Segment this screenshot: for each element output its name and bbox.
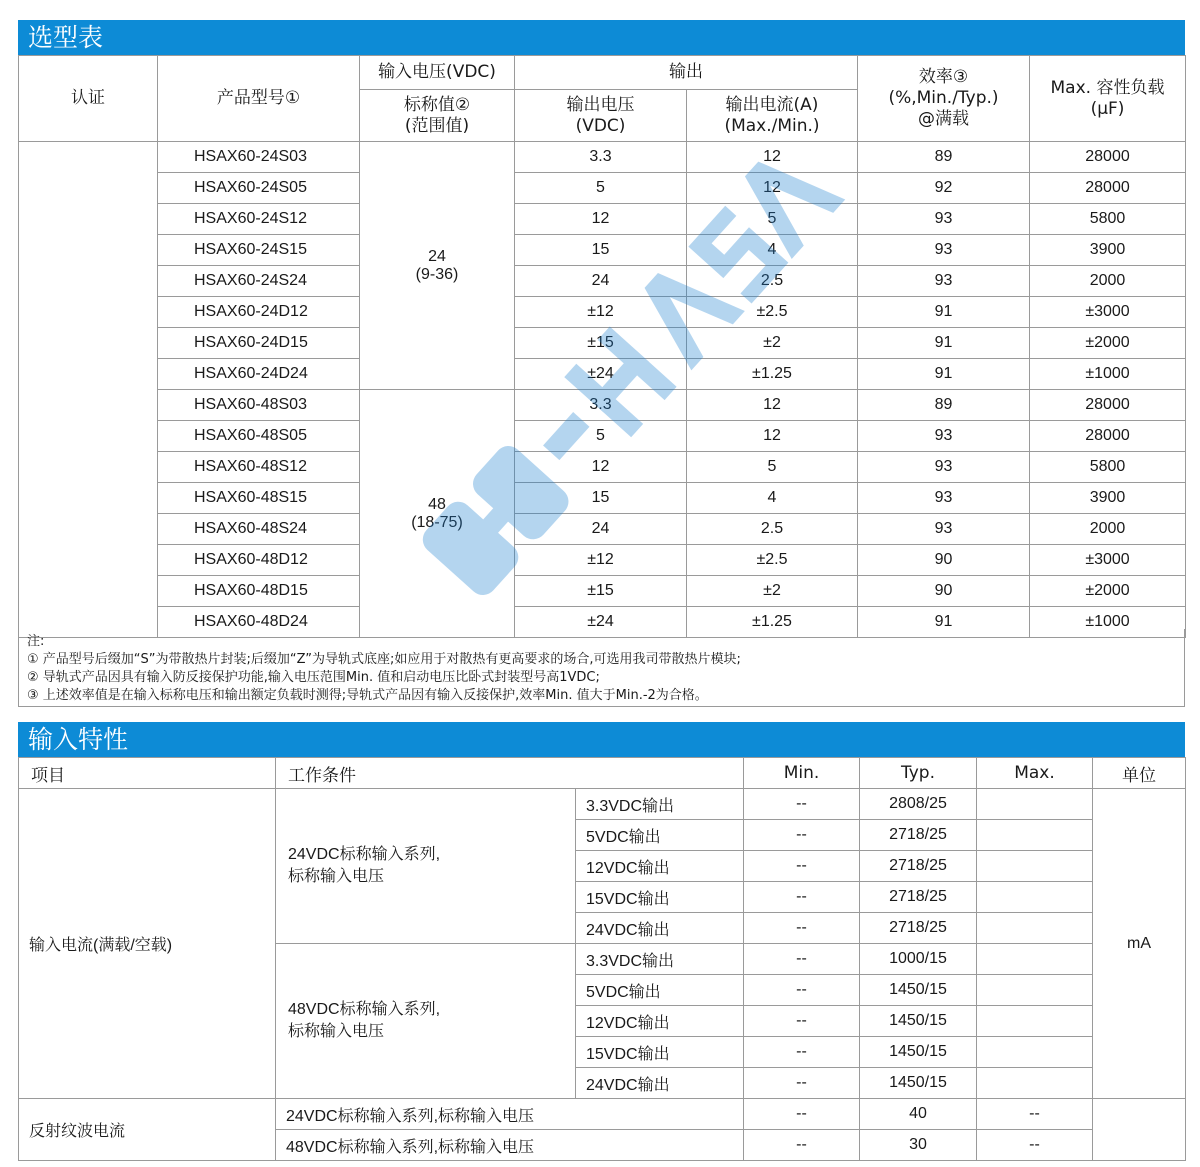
min-cell: -- <box>744 789 860 820</box>
typ-cell: 1450/15 <box>860 1037 977 1068</box>
table-row <box>19 545 1186 576</box>
note-3: ③ 上述效率值是在输入标称电压和输出额定负载时测得;导轨式产品因有输入反接保护,效率Min. 值大于Min.-2为合格。 <box>27 688 708 703</box>
notes-box <box>18 629 1185 707</box>
typ-cell: 1450/15 <box>860 975 977 1006</box>
output-cell: 12VDC输出 <box>576 1006 744 1037</box>
table-row <box>19 483 1186 514</box>
unit-cell <box>1093 1099 1186 1161</box>
header-efficiency <box>858 56 1030 142</box>
condition-group48 <box>276 944 576 1099</box>
condition-group24 <box>276 789 576 944</box>
min-cell: -- <box>744 913 860 944</box>
condition-text: 48VDC标称输入系列, 标称输入电压 <box>288 1001 441 1040</box>
eff-cell: 90 <box>858 545 1030 576</box>
model-cell: HSAX60-24S05 <box>158 173 360 204</box>
header-unit: 单位 <box>1093 758 1186 789</box>
max-cell <box>977 1068 1093 1099</box>
typ-cell: 2808/25 <box>860 789 977 820</box>
cert-cell <box>19 142 158 638</box>
iout-cell: 5 <box>687 452 858 483</box>
iout-cell: 4 <box>687 235 858 266</box>
iout-cell: 12 <box>687 142 858 173</box>
header-out-current <box>687 90 858 142</box>
model-cell: HSAX60-48S03 <box>158 390 360 421</box>
eff-title: 效率③ <box>918 67 969 87</box>
max-cell: -- <box>977 1130 1093 1161</box>
table-row <box>19 514 1186 545</box>
model-cell: HSAX60-48S12 <box>158 452 360 483</box>
eff-cell: 93 <box>858 514 1030 545</box>
max-cell <box>977 820 1093 851</box>
iout-cell: ±2.5 <box>687 297 858 328</box>
iout-cell: ±2 <box>687 576 858 607</box>
typ-cell: 40 <box>860 1099 977 1130</box>
ripple-cond: 24VDC标称输入系列,标称输入电压 <box>276 1099 744 1130</box>
output-cell: 5VDC输出 <box>576 820 744 851</box>
model-cell: HSAX60-24S15 <box>158 235 360 266</box>
range-label: (范围值) <box>404 115 470 136</box>
typ-cell: 30 <box>860 1130 977 1161</box>
table-row <box>19 266 1186 297</box>
output-cell: 3.3VDC输出 <box>576 944 744 975</box>
min-cell: -- <box>744 1068 860 1099</box>
model-cell: HSAX60-48D24 <box>158 607 360 638</box>
out-current-unit: (Max./Min.) <box>724 115 820 136</box>
note-2: ② 导轨式产品因具有输入防反接保护功能,输入电压范围Min. 值和启动电压比卧式封装型号高1VDC; <box>27 670 600 685</box>
model-cell: HSAX60-48S05 <box>158 421 360 452</box>
model-cell: HSAX60-48D12 <box>158 545 360 576</box>
range-24: (9-36) <box>415 265 459 283</box>
max-cell <box>977 882 1093 913</box>
input-body <box>19 789 1186 1161</box>
table-row <box>19 204 1186 235</box>
model-cell: HSAX60-24S12 <box>158 204 360 235</box>
max-cell <box>977 913 1093 944</box>
typ-cell: 1450/15 <box>860 1068 977 1099</box>
ripple-label: 反射纹波电流 <box>19 1099 276 1161</box>
output-cell: 15VDC输出 <box>576 882 744 913</box>
model-cell: HSAX60-24S03 <box>158 142 360 173</box>
model-cell: HSAX60-24D24 <box>158 359 360 390</box>
vout-cell: ±24 <box>515 359 687 390</box>
eff-cell: 91 <box>858 359 1030 390</box>
min-cell: -- <box>744 882 860 913</box>
max-cell <box>977 944 1093 975</box>
output-cell: 15VDC输出 <box>576 1037 744 1068</box>
eff-cell: 92 <box>858 173 1030 204</box>
min-cell: -- <box>744 1037 860 1068</box>
cap-cell: 2000 <box>1030 514 1186 545</box>
model-cell: HSAX60-24S24 <box>158 266 360 297</box>
header-nominal <box>360 90 515 142</box>
eff-cell: 91 <box>858 607 1030 638</box>
section-title-input: 输入特性 <box>18 722 1185 757</box>
cap-cell: ±2000 <box>1030 328 1186 359</box>
max-cell <box>977 1037 1093 1068</box>
input-table <box>18 757 1186 1161</box>
vout-cell: ±15 <box>515 328 687 359</box>
note-1: ① 产品型号后缀加“S”为带散热片封装;后缀加“Z”为导轨式底座;如应用于对散热有更高要求的场合,可选用我司带散热片模块; <box>27 652 741 667</box>
iout-cell: 2.5 <box>687 514 858 545</box>
model-cell: HSAX60-48S24 <box>158 514 360 545</box>
cap-cell: ±3000 <box>1030 297 1186 328</box>
iout-cell: 4 <box>687 483 858 514</box>
vout-cell: 12 <box>515 452 687 483</box>
header-item: 项目 <box>19 758 276 789</box>
range-48: (18-75) <box>411 513 463 531</box>
input-current-label: 输入电流(满载/空载) <box>19 789 276 1099</box>
vout-cell: 15 <box>515 483 687 514</box>
header-condition: 工作条件 <box>276 758 744 789</box>
cap-cell: 5800 <box>1030 204 1186 235</box>
section-title-selection: 选型表 <box>18 20 1185 55</box>
vout-cell: 3.3 <box>515 390 687 421</box>
eff-cell: 91 <box>858 297 1030 328</box>
cap-title: Max. 容性负载 <box>1050 77 1165 98</box>
out-current-label: 输出电流(A) <box>725 94 819 115</box>
min-cell: -- <box>744 1006 860 1037</box>
eff-cell: 93 <box>858 452 1030 483</box>
typ-cell: 2718/25 <box>860 820 977 851</box>
eff-unit: (%,Min./Typ.) <box>888 88 999 108</box>
table-row <box>19 328 1186 359</box>
min-cell: -- <box>744 1130 860 1161</box>
vout-cell: 24 <box>515 514 687 545</box>
iout-cell: ±1.25 <box>687 359 858 390</box>
cap-cell: 5800 <box>1030 452 1186 483</box>
cap-cell: 3900 <box>1030 235 1186 266</box>
model-cell: HSAX60-48S15 <box>158 483 360 514</box>
header-input-voltage: 输入电压(VDC) <box>360 56 515 90</box>
vout-cell: ±12 <box>515 297 687 328</box>
table-row <box>19 390 1186 421</box>
eff-cell: 93 <box>858 266 1030 297</box>
header-model: 产品型号① <box>158 56 360 142</box>
unit-cell: mA <box>1093 789 1186 1099</box>
header-min: Min. <box>744 758 860 789</box>
output-cell: 24VDC输出 <box>576 1068 744 1099</box>
input-nominal-48 <box>360 390 515 638</box>
eff-cell: 89 <box>858 142 1030 173</box>
iout-cell: 5 <box>687 204 858 235</box>
cap-cell: ±2000 <box>1030 576 1186 607</box>
table-row <box>19 173 1186 204</box>
out-voltage-label: 输出电压 <box>566 94 635 115</box>
model-cell: HSAX60-24D12 <box>158 297 360 328</box>
max-cell <box>977 851 1093 882</box>
nominal-label: 标称值② <box>403 94 471 115</box>
typ-cell: 2718/25 <box>860 913 977 944</box>
ripple-cond: 48VDC标称输入系列,标称输入电压 <box>276 1130 744 1161</box>
eff-cell: 93 <box>858 421 1030 452</box>
typ-cell: 1000/15 <box>860 944 977 975</box>
min-cell: -- <box>744 944 860 975</box>
vout-cell: 3.3 <box>515 142 687 173</box>
cap-cell: 28000 <box>1030 142 1186 173</box>
min-cell: -- <box>744 1099 860 1130</box>
out-voltage-unit: (VDC) <box>575 115 626 136</box>
nominal-24: 24 <box>428 247 446 265</box>
vout-cell: 15 <box>515 235 687 266</box>
cap-cell: ±1000 <box>1030 607 1186 638</box>
nominal-48: 48 <box>428 495 446 513</box>
eff-cell: 93 <box>858 483 1030 514</box>
cap-cell: 28000 <box>1030 421 1186 452</box>
condition-text: 24VDC标称输入系列, 标称输入电压 <box>288 846 441 885</box>
typ-cell: 2718/25 <box>860 882 977 913</box>
table-row <box>19 235 1186 266</box>
iout-cell: ±2 <box>687 328 858 359</box>
vout-cell: 12 <box>515 204 687 235</box>
table-row <box>19 789 1186 820</box>
eff-cell: 90 <box>858 576 1030 607</box>
output-cell: 5VDC输出 <box>576 975 744 1006</box>
cap-cell: 28000 <box>1030 390 1186 421</box>
header-typ: Typ. <box>860 758 977 789</box>
typ-cell: 1450/15 <box>860 1006 977 1037</box>
header-cap-load <box>1030 56 1186 142</box>
table-row <box>19 297 1186 328</box>
cap-cell: 2000 <box>1030 266 1186 297</box>
iout-cell: 12 <box>687 173 858 204</box>
selection-table <box>18 55 1186 638</box>
cap-cell: ±1000 <box>1030 359 1186 390</box>
output-cell: 3.3VDC输出 <box>576 789 744 820</box>
header-out-voltage <box>515 90 687 142</box>
vout-cell: 24 <box>515 266 687 297</box>
vout-cell: ±12 <box>515 545 687 576</box>
iout-cell: ±1.25 <box>687 607 858 638</box>
eff-cond: @满载 <box>918 109 969 129</box>
cap-unit: (μF) <box>1090 98 1125 119</box>
eff-cell: 93 <box>858 235 1030 266</box>
model-cell: HSAX60-24D15 <box>158 328 360 359</box>
iout-cell: 12 <box>687 390 858 421</box>
vout-cell: 5 <box>515 421 687 452</box>
output-cell: 12VDC输出 <box>576 851 744 882</box>
table-row <box>19 359 1186 390</box>
vout-cell: 5 <box>515 173 687 204</box>
table-row <box>19 452 1186 483</box>
max-cell <box>977 1006 1093 1037</box>
min-cell: -- <box>744 851 860 882</box>
cap-cell: 28000 <box>1030 173 1186 204</box>
vout-cell: ±24 <box>515 607 687 638</box>
cap-cell: 3900 <box>1030 483 1186 514</box>
selection-body <box>19 142 1186 638</box>
cap-cell: ±3000 <box>1030 545 1186 576</box>
min-cell: -- <box>744 975 860 1006</box>
model-cell: HSAX60-48D15 <box>158 576 360 607</box>
header-max: Max. <box>977 758 1093 789</box>
eff-cell: 89 <box>858 390 1030 421</box>
table-row <box>19 1099 1186 1130</box>
vout-cell: ±15 <box>515 576 687 607</box>
iout-cell: ±2.5 <box>687 545 858 576</box>
max-cell: -- <box>977 1099 1093 1130</box>
eff-cell: 93 <box>858 204 1030 235</box>
table-row <box>19 576 1186 607</box>
typ-cell: 2718/25 <box>860 851 977 882</box>
iout-cell: 12 <box>687 421 858 452</box>
output-cell: 24VDC输出 <box>576 913 744 944</box>
table-row <box>19 421 1186 452</box>
table-row <box>19 142 1186 173</box>
eff-cell: 91 <box>858 328 1030 359</box>
max-cell <box>977 975 1093 1006</box>
header-cert: 认证 <box>19 56 158 142</box>
input-nominal-24 <box>360 142 515 390</box>
max-cell <box>977 789 1093 820</box>
iout-cell: 2.5 <box>687 266 858 297</box>
min-cell: -- <box>744 820 860 851</box>
header-output: 输出 <box>515 56 858 90</box>
note-title: 注: <box>27 634 45 649</box>
